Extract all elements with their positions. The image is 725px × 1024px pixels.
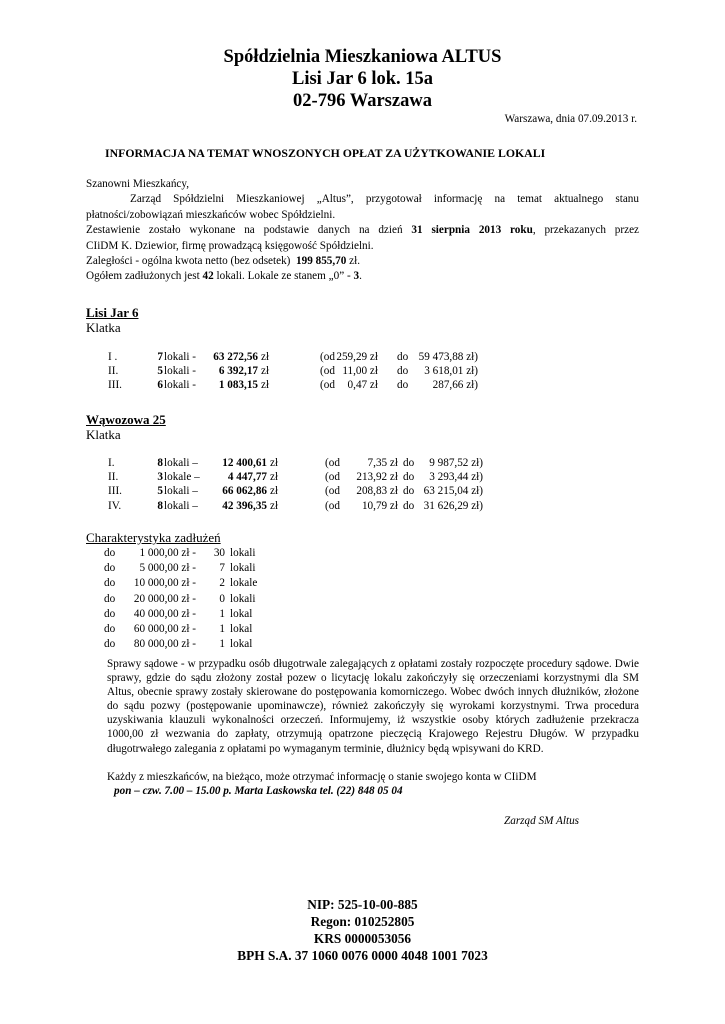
range-from: 0,47 zł [347,379,378,392]
range-open: (od [325,471,340,484]
section-wawozowa-title: Wąwozowa 25 [86,412,166,427]
debt-amount: 42 396,35 [222,499,267,512]
locale-count: 1 [219,607,225,620]
arrears-currency: zł. [349,255,361,268]
range-from: 10,79 zł [361,499,398,512]
locale-unit: lokali – [164,457,198,469]
range-open: (od [320,351,335,363]
contact-line: pon – czw. 7.00 – 15.00 p. Marta Laskowska tel. (22) 848 05 04 [114,785,403,797]
coop-address-street: Lisi Jar 6 lok. 15a [292,69,433,89]
coop-name: Spółdzielnia Mieszkaniowa ALTUS [223,47,502,67]
locale-unit: lokal [230,638,253,651]
table-row [0,456,725,470]
limit-prefix: do [104,562,116,575]
limit-prefix: do [104,638,116,651]
locale-unit: lokali [230,562,256,575]
footer-bank-account: BPH S.A. 37 1060 0076 0000 4048 1001 7023 [237,948,488,963]
row-number: IV. [108,499,122,512]
row-number: II. [108,471,119,484]
characteristics-title: Charakterystyka zadłużeń [86,530,221,545]
locale-count: 8 [157,457,163,469]
limit-amount: 10 000,00 zł - [133,577,196,590]
range-to: 3 293,44 zł) [429,471,483,484]
section-lisi-jar-title: Lisi Jar 6 [86,305,139,320]
limit-amount: 40 000,00 zł - [133,607,196,620]
limit-prefix: do [104,607,116,620]
locale-unit: lokali [230,592,256,605]
locale-count: 7 [157,351,163,363]
intro-line-2: płatności/zobowiązań mieszkańców wobec Spółdzielni. [86,208,336,221]
intro-block [86,177,639,285]
arrears-label: Zaległości - ogólna kwota netto (bez odsetek) [86,255,291,268]
footer-regon: Regon: 010252805 [310,914,415,929]
locale-unit: lokali – [164,499,198,512]
range-to: 3 618,01 zł) [424,365,478,378]
intro-line-5 [86,254,639,269]
document-date: Warszawa, dnia 07.09.2013 r. [504,113,637,125]
range-from: 11,00 zł [342,365,378,378]
court-paragraph: Sprawy sądowe - w przypadku osób długotrwale zalegających z opłatami zostały rozpoczęte procedury sądowe. Dwie sprawy, gdzie do sądu złożony został pozew o licytację lokalu zakończyły się orzeczeniami korzystnymi dla SM Altus, obecnie sprawy zostały skierowane do postępowania komorniczego. Wobec dwóch innych dłużników, złożone do sądu pozwy (postępowanie upominawcze), również zakończyły się wyrokami korzystnymi. Trwa procedura uzyskiwania klauzuli wykonalności orzeczeń. Informujemy, iż wszystkie osoby których zadłużenie przekracza 1000,00 zł wezwania do zapłaty, otrzymują opatrzone pieczęcią Krajowego Rejestru Długów. W przypadku długotrwałego zalegania z opłatami po wymaganym terminie, dłużnicy będą wpisywani do KRD. [107,658,639,755]
period: . [359,270,362,283]
table-row [0,470,725,484]
currency: zł [261,365,270,378]
table-row [0,607,725,621]
currency: zł [270,471,279,484]
table-row [0,546,725,560]
debt-amount: 63 272,56 [213,351,258,363]
limit-amount: 1 000,00 zł - [139,547,196,559]
section-wawozowa-subtitle: Klatka [86,427,121,442]
table-row [0,484,725,498]
table-row [0,499,725,513]
locale-count: 1 [219,623,225,635]
locale-count: 5 [157,485,163,498]
range-to: 59 473,88 zł) [418,351,478,363]
currency: zł [270,499,279,512]
locale-count: 6 [157,379,163,392]
locale-unit: lokali – [164,485,198,498]
range-open: (od [325,485,340,498]
limit-amount: 20 000,00 zł - [133,592,196,605]
table-row [0,364,725,378]
range-from: 7,35 zł [367,457,398,469]
locale-count: 8 [157,499,163,512]
debt-amount: 1 083,15 [218,379,258,392]
locale-unit: lokali - [164,379,197,392]
info-line: Każdy z mieszkańców, na bieżąco, może otrzymać informację o stanie swojego konta w CIiDM [107,771,537,783]
limit-amount: 60 000,00 zł - [133,623,196,635]
zero-balance-label: lokali. Lokale ze stanem „0” - [216,270,351,283]
range-do: do [403,471,415,484]
footer-nip: NIP: 525-10-00-885 [307,897,418,912]
intro-line-3-text: Zestawienie zostało wykonane na podstawie danych na dzień [86,224,403,237]
currency: zł [270,485,279,498]
locale-count: 2 [219,577,225,590]
range-to: 31 626,29 zł) [423,499,483,512]
range-do: do [403,457,415,469]
indebted-count: 42 [202,270,214,283]
table-row [0,561,725,575]
table-row [0,592,725,606]
row-number: III. [108,379,122,392]
locale-count: 0 [219,592,225,605]
table-row [0,378,725,392]
row-number: III. [108,485,122,498]
range-from: 208,83 zł [356,485,398,498]
locale-unit: lokali - [164,365,197,378]
range-open: (od [320,379,335,392]
range-to: 9 987,52 zł) [429,457,483,469]
row-number: I . [108,351,118,363]
range-do: do [397,351,409,363]
locale-unit: lokal [230,623,253,635]
table-row [0,350,725,364]
debt-amount: 6 392,17 [218,365,258,378]
limit-prefix: do [104,623,116,635]
currency: zł [261,379,270,392]
range-do: do [397,379,409,392]
table-row [0,622,725,636]
arrears-total: 199 855,70 [296,255,347,268]
range-open: (od [320,365,335,378]
debt-amount: 4 447,77 [227,471,267,484]
locale-unit: lokal [230,607,253,620]
locale-unit: lokale [230,577,258,590]
locale-unit: lokali [230,547,256,559]
signature: Zarząd SM Altus [504,815,580,827]
section-lisi-jar-subtitle: Klatka [86,320,121,335]
range-to: 63 215,04 zł) [423,485,483,498]
range-do: do [403,485,415,498]
coop-address-city: 02-796 Warszawa [293,91,432,111]
range-to: 287,66 zł) [432,379,478,392]
locale-count: 7 [219,562,225,575]
row-number: II. [108,365,119,378]
range-do: do [397,365,409,378]
range-do: do [403,499,415,512]
row-number: I. [108,457,115,469]
locale-unit: lokali - [164,351,197,363]
locale-unit: lokale – [164,471,200,484]
locale-count: 3 [157,471,163,484]
locale-count: 1 [219,638,225,651]
limit-prefix: do [104,577,116,590]
zero-balance-count: 3 [353,270,360,283]
intro-line-6 [86,269,639,284]
intro-line-1: Zarząd Spółdzielni Mieszkaniowej „Altus”, przygotował informację na temat aktualnego stanu [130,193,639,206]
report-date: 31 sierpnia 2013 roku [411,224,533,237]
intro-line-3 [86,223,639,238]
intro-line-3-tail: , przekazanych przez [532,224,639,237]
limit-prefix: do [104,592,116,605]
table-row [0,637,725,651]
currency: zł [261,351,270,363]
range-open: (od [325,457,340,469]
document-title: INFORMACJA NA TEMAT WNOSZONYCH OPŁAT ZA UŻYTKOWANIE LOKALI [105,146,546,160]
limit-amount: 80 000,00 zł - [133,638,196,651]
limit-prefix: do [104,547,116,559]
locale-count: 5 [157,365,163,378]
footer-krs: KRS 0000053056 [313,931,412,946]
greeting: Szanowni Mieszkańcy, [86,178,190,190]
debt-amount: 12 400,61 [222,457,267,469]
intro-line-4: CIiDM K. Dziewior, firmę prowadzącą księgowość Spółdzielni. [86,239,374,252]
locale-count: 30 [213,547,225,559]
table-row [0,576,725,590]
indebted-label: Ogółem zadłużonych jest [86,270,200,283]
range-from: 213,92 zł [356,471,398,484]
limit-amount: 5 000,00 zł - [139,562,196,575]
range-open: (od [325,499,340,512]
range-from: 259,29 zł [336,351,378,363]
currency: zł [270,457,279,469]
debt-amount: 66 062,86 [222,485,267,498]
